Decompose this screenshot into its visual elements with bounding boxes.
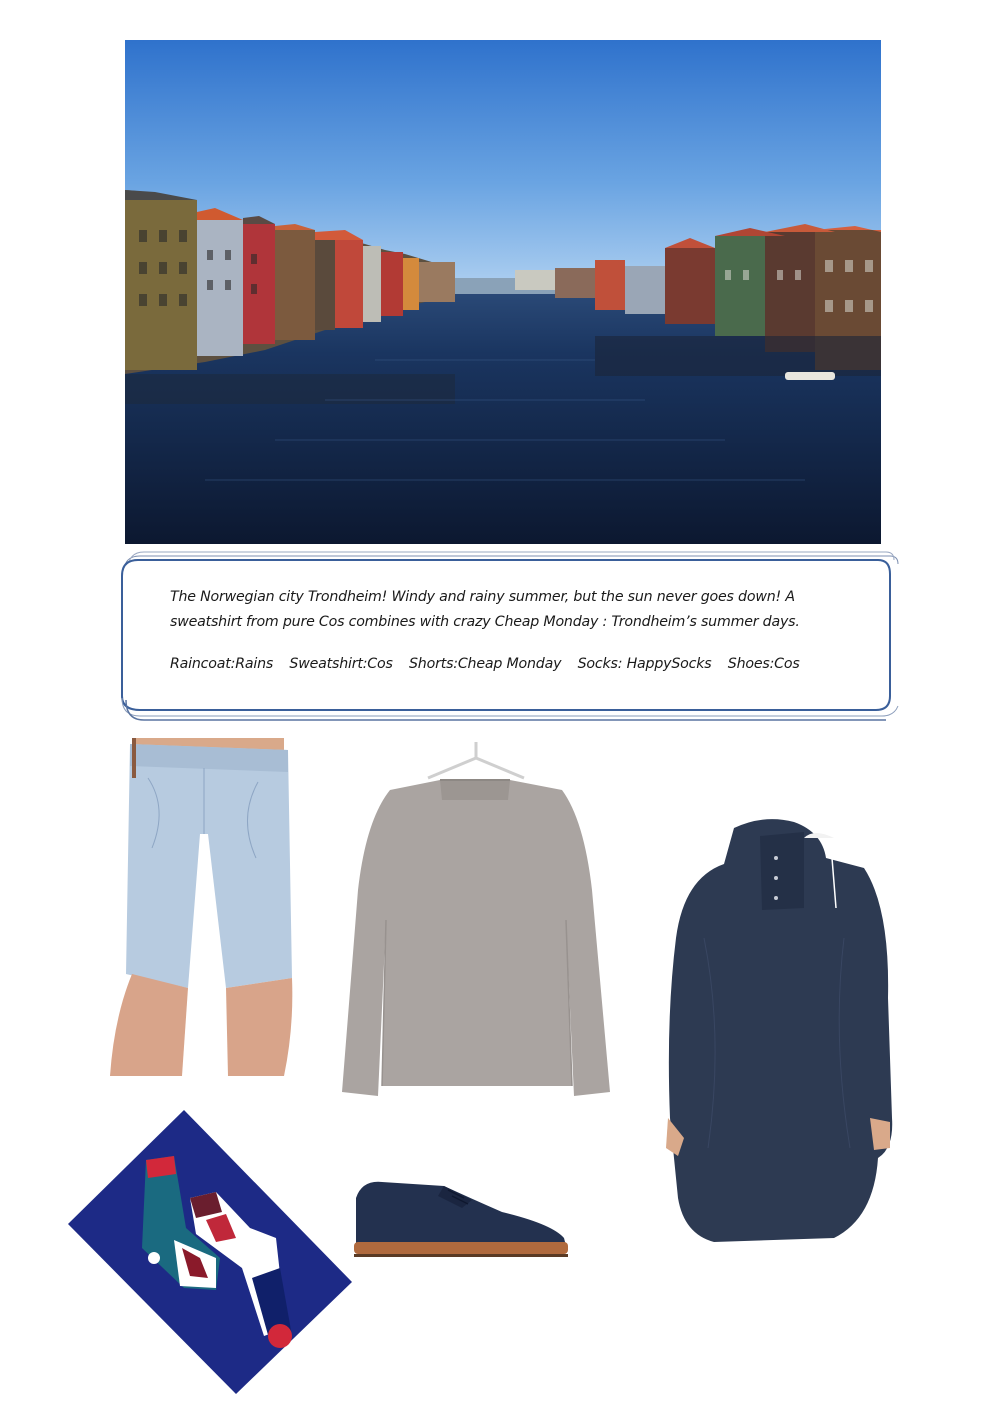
raincoat-image <box>664 818 896 1244</box>
denim-shorts-icon <box>108 738 298 1076</box>
caption-credits <box>170 652 870 677</box>
credit-raincoat: Raincoat:Rains <box>170 656 274 672</box>
credit-sweatshirt: Sweatshirt:Cos <box>289 656 393 672</box>
shorts-image <box>108 738 298 1076</box>
credit-shoes: Shoes:Cos <box>727 656 800 672</box>
sweatshirt-image <box>340 740 612 1106</box>
socks-image <box>66 1108 354 1396</box>
derby-shoe-icon <box>352 1178 570 1260</box>
shoe-image <box>352 1178 570 1260</box>
sweatshirt-icon <box>340 740 612 1106</box>
hero-photo <box>125 40 881 544</box>
socks-box-icon <box>66 1108 354 1396</box>
caption-box <box>118 548 902 722</box>
caption-frame-icon <box>118 548 902 722</box>
credit-socks: Socks: HappySocks <box>577 656 712 672</box>
credit-shorts: Shorts:Cheap Monday <box>409 656 562 672</box>
raincoat-icon <box>664 818 896 1244</box>
river-photo-icon <box>125 40 881 544</box>
caption-paragraph: The Norwegian city Trondheim! Windy and rainy summer, but the sun never goes down! A sweatshirt from pure Cos combines with crazy Cheap Monday : Trondheim’s summer days. <box>170 589 800 630</box>
